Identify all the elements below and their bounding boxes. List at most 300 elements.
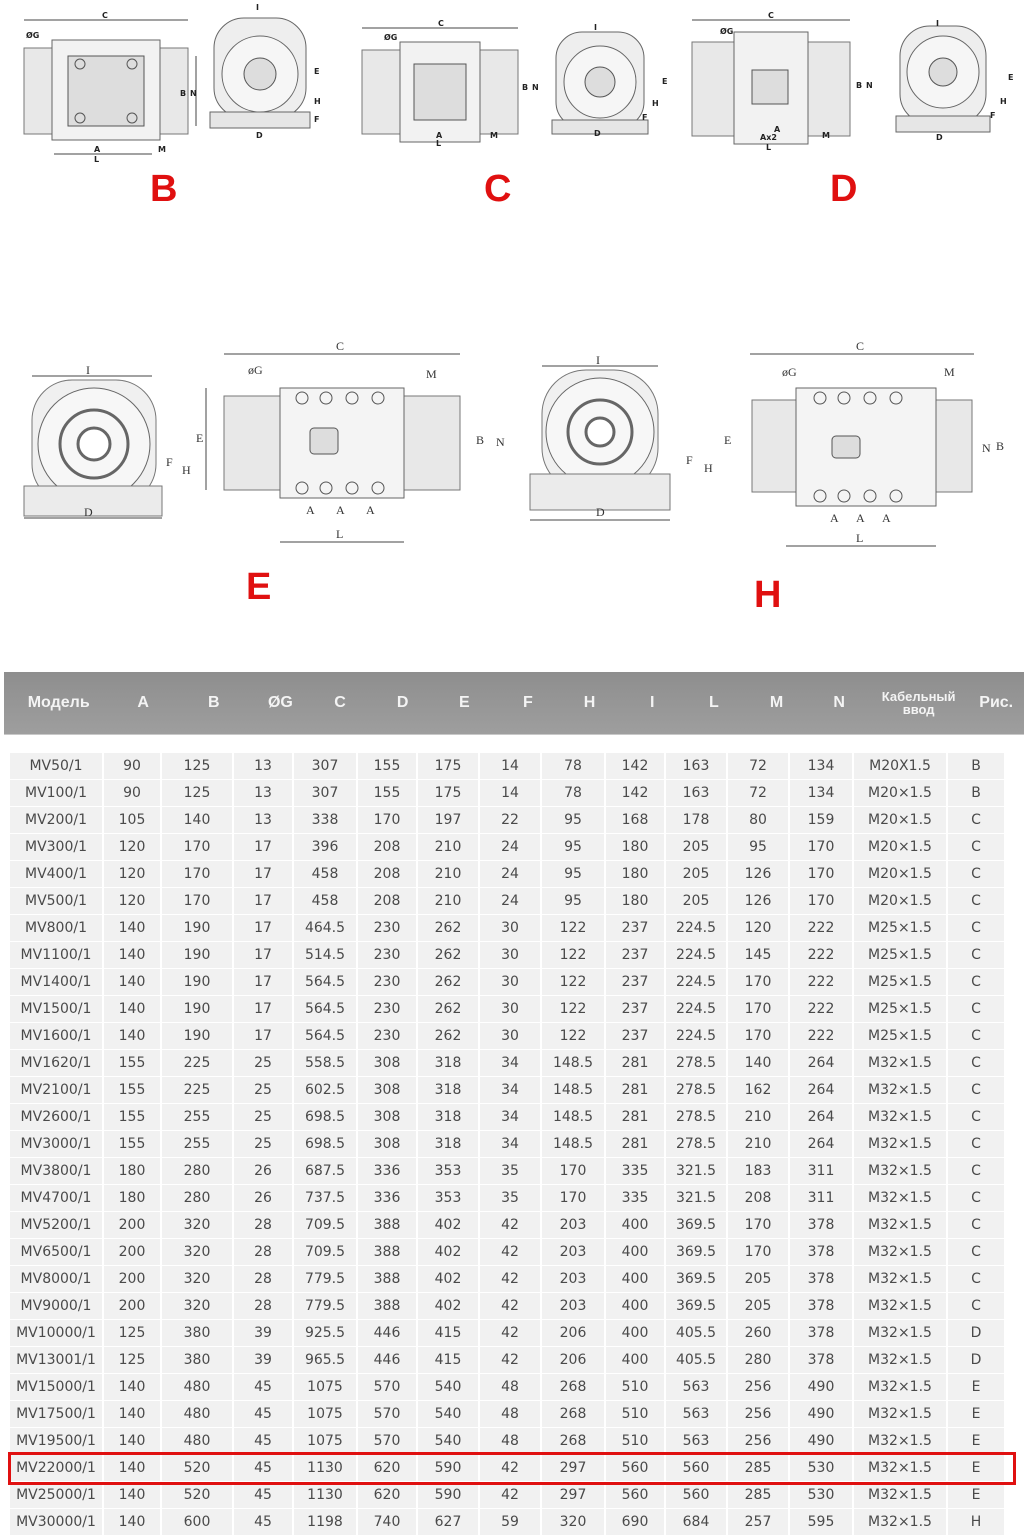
cell-g: 25: [234, 1104, 292, 1130]
cell-i: 281: [606, 1104, 664, 1130]
cell-m: 145: [728, 942, 788, 968]
cell-model: MV300/1: [10, 834, 102, 860]
cell-l: 321.5: [666, 1158, 726, 1184]
svg-text:N: N: [496, 435, 505, 449]
cell-fig: E: [948, 1482, 1004, 1508]
cell-model: MV4700/1: [10, 1185, 102, 1211]
cell-fig: C: [948, 1185, 1004, 1211]
cell-h: 148.5: [542, 1050, 604, 1076]
cell-c: 338: [294, 807, 356, 833]
cell-e: 175: [418, 780, 478, 806]
cell-cable: M32×1.5: [854, 1158, 946, 1184]
cell-h: 148.5: [542, 1104, 604, 1130]
cell-a: 120: [104, 861, 160, 887]
cell-c: 709.5: [294, 1212, 356, 1238]
cell-l: 369.5: [666, 1266, 726, 1292]
cell-n: 159: [790, 807, 852, 833]
table-row: [4, 996, 1024, 1023]
cell-b: 280: [162, 1158, 232, 1184]
cell-i: 400: [606, 1239, 664, 1265]
svg-text:Ax2: Ax2: [760, 133, 777, 142]
cell-n: 378: [790, 1239, 852, 1265]
cell-b: 520: [162, 1482, 232, 1508]
cell-g: 45: [234, 1509, 292, 1535]
cell-i: 560: [606, 1455, 664, 1481]
cell-b: 140: [162, 807, 232, 833]
header-e: E: [458, 694, 470, 711]
cell-cable: M32×1.5: [854, 1050, 946, 1076]
cell-b: 480: [162, 1374, 232, 1400]
header-a: A: [137, 694, 149, 711]
svg-text:A: A: [856, 511, 865, 525]
cell-g: 39: [234, 1347, 292, 1373]
cell-i: 237: [606, 1023, 664, 1049]
cell-fig: C: [948, 1212, 1004, 1238]
cell-l: 405.5: [666, 1347, 726, 1373]
cell-model: MV800/1: [10, 915, 102, 941]
table-row: [4, 969, 1024, 996]
svg-text:M: M: [490, 131, 498, 140]
cell-fig: C: [948, 1050, 1004, 1076]
svg-text:A: A: [774, 125, 781, 134]
cell-h: 206: [542, 1320, 604, 1346]
cell-i: 142: [606, 753, 664, 779]
cell-l: 224.5: [666, 942, 726, 968]
cell-b: 255: [162, 1131, 232, 1157]
header-model: Модель: [27, 694, 90, 711]
table-row: [4, 1347, 1024, 1374]
cell-h: 122: [542, 942, 604, 968]
cell-l: 369.5: [666, 1239, 726, 1265]
cell-model: MV1100/1: [10, 942, 102, 968]
svg-text:B: B: [856, 81, 863, 90]
svg-text:D: D: [596, 505, 605, 519]
cell-model: MV10000/1: [10, 1320, 102, 1346]
cell-d: 620: [358, 1455, 416, 1481]
cell-l: 278.5: [666, 1104, 726, 1130]
cell-h: 297: [542, 1455, 604, 1481]
cell-m: 80: [728, 807, 788, 833]
cell-f: 24: [480, 834, 540, 860]
figure-e-label: E: [246, 566, 272, 608]
svg-text:A: A: [336, 503, 345, 517]
svg-text:B: B: [522, 83, 529, 92]
cell-c: 458: [294, 861, 356, 887]
cell-m: 205: [728, 1293, 788, 1319]
svg-text:I: I: [936, 19, 939, 28]
cell-model: MV13001/1: [10, 1347, 102, 1373]
cell-e: 262: [418, 996, 478, 1022]
cell-d: 208: [358, 834, 416, 860]
cell-a: 140: [104, 915, 160, 941]
svg-text:I: I: [86, 363, 90, 377]
cell-i: 281: [606, 1131, 664, 1157]
cell-e: 402: [418, 1212, 478, 1238]
cell-b: 380: [162, 1347, 232, 1373]
svg-text:H: H: [314, 97, 321, 106]
table-row: [4, 1212, 1024, 1239]
svg-text:E: E: [196, 431, 204, 445]
cell-a: 90: [104, 753, 160, 779]
table-row: [4, 1374, 1024, 1401]
cell-model: MV8000/1: [10, 1266, 102, 1292]
table-row: [4, 888, 1024, 915]
cell-l: 684: [666, 1509, 726, 1535]
cell-g: 28: [234, 1212, 292, 1238]
svg-text:B: B: [476, 433, 485, 447]
cell-a: 140: [104, 969, 160, 995]
cell-f: 42: [480, 1320, 540, 1346]
cell-h: 268: [542, 1401, 604, 1427]
cell-i: 237: [606, 969, 664, 995]
svg-text:I: I: [256, 3, 259, 12]
table-row: [4, 1509, 1024, 1536]
cell-fig: B: [948, 780, 1004, 806]
cell-n: 490: [790, 1428, 852, 1454]
cell-g: 17: [234, 915, 292, 941]
cell-d: 388: [358, 1212, 416, 1238]
cell-m: 72: [728, 753, 788, 779]
cell-n: 378: [790, 1347, 852, 1373]
cell-a: 155: [104, 1131, 160, 1157]
cell-fig: C: [948, 1293, 1004, 1319]
figure-e-drawing: [20, 336, 520, 556]
cell-f: 42: [480, 1266, 540, 1292]
cell-cable: M32×1.5: [854, 1428, 946, 1454]
cell-m: 72: [728, 780, 788, 806]
figure-d-drawing: [690, 6, 1020, 156]
cell-f: 59: [480, 1509, 540, 1535]
cell-l: 405.5: [666, 1320, 726, 1346]
cell-g: 17: [234, 888, 292, 914]
cell-e: 353: [418, 1158, 478, 1184]
cell-f: 34: [480, 1131, 540, 1157]
svg-text:M: M: [158, 145, 166, 154]
cell-h: 206: [542, 1347, 604, 1373]
cell-d: 208: [358, 888, 416, 914]
cell-model: MV3800/1: [10, 1158, 102, 1184]
cell-e: 318: [418, 1050, 478, 1076]
cell-m: 285: [728, 1482, 788, 1508]
cell-cable: M25×1.5: [854, 1023, 946, 1049]
cell-f: 24: [480, 888, 540, 914]
cell-n: 378: [790, 1293, 852, 1319]
cell-g: 28: [234, 1266, 292, 1292]
cell-a: 155: [104, 1050, 160, 1076]
cell-g: 13: [234, 753, 292, 779]
cell-c: 1198: [294, 1509, 356, 1535]
table-row: [4, 1293, 1024, 1320]
cell-g: 17: [234, 996, 292, 1022]
cell-cable: M32×1.5: [854, 1482, 946, 1508]
cell-b: 190: [162, 996, 232, 1022]
cell-c: 307: [294, 780, 356, 806]
cell-f: 24: [480, 861, 540, 887]
cell-e: 402: [418, 1266, 478, 1292]
cell-cable: M25×1.5: [854, 942, 946, 968]
cell-b: 190: [162, 915, 232, 941]
cell-f: 42: [480, 1482, 540, 1508]
cell-cable: M20X1.5: [854, 753, 946, 779]
table-row: [4, 1266, 1024, 1293]
cell-a: 155: [104, 1104, 160, 1130]
cell-f: 34: [480, 1077, 540, 1103]
cell-c: 737.5: [294, 1185, 356, 1211]
svg-text:A: A: [830, 511, 839, 525]
cell-fig: C: [948, 807, 1004, 833]
cell-fig: C: [948, 915, 1004, 941]
cell-f: 48: [480, 1401, 540, 1427]
svg-text:D: D: [594, 129, 601, 138]
figure-d-label: D: [830, 168, 858, 210]
header-h: H: [583, 694, 596, 711]
cell-c: 1130: [294, 1482, 356, 1508]
cell-e: 415: [418, 1320, 478, 1346]
svg-text:E: E: [724, 433, 732, 447]
cell-i: 690: [606, 1509, 664, 1535]
cell-l: 560: [666, 1455, 726, 1481]
cell-e: 590: [418, 1482, 478, 1508]
cell-f: 35: [480, 1185, 540, 1211]
cell-model: MV1600/1: [10, 1023, 102, 1049]
cell-d: 740: [358, 1509, 416, 1535]
cell-l: 560: [666, 1482, 726, 1508]
cell-m: 170: [728, 996, 788, 1022]
cell-i: 281: [606, 1077, 664, 1103]
cell-e: 210: [418, 861, 478, 887]
cell-g: 17: [234, 861, 292, 887]
cell-fig: C: [948, 1023, 1004, 1049]
cell-c: 458: [294, 888, 356, 914]
svg-text:F: F: [166, 455, 173, 469]
cell-c: 1130: [294, 1455, 356, 1481]
cell-b: 380: [162, 1320, 232, 1346]
svg-text:D: D: [84, 505, 93, 519]
svg-text:M: M: [426, 367, 437, 381]
cell-d: 446: [358, 1347, 416, 1373]
cell-m: 162: [728, 1077, 788, 1103]
cell-fig: D: [948, 1320, 1004, 1346]
svg-text:A: A: [94, 145, 101, 154]
cell-e: 540: [418, 1428, 478, 1454]
svg-text:A: A: [366, 503, 375, 517]
svg-text:F: F: [314, 115, 320, 124]
cell-n: 264: [790, 1050, 852, 1076]
svg-text:C: C: [438, 19, 444, 28]
table-row: [4, 1320, 1024, 1347]
cell-c: 396: [294, 834, 356, 860]
cell-b: 190: [162, 1023, 232, 1049]
cell-f: 14: [480, 753, 540, 779]
cell-b: 170: [162, 834, 232, 860]
cell-n: 530: [790, 1455, 852, 1481]
cell-fig: C: [948, 1239, 1004, 1265]
svg-text:A: A: [882, 511, 891, 525]
cell-fig: D: [948, 1347, 1004, 1373]
svg-text:ØG: ØG: [384, 33, 398, 42]
cell-g: 17: [234, 834, 292, 860]
svg-text:L: L: [94, 155, 100, 164]
cell-h: 320: [542, 1509, 604, 1535]
cell-c: 779.5: [294, 1293, 356, 1319]
cell-l: 224.5: [666, 1023, 726, 1049]
cell-g: 17: [234, 942, 292, 968]
cell-n: 222: [790, 915, 852, 941]
svg-text:M: M: [822, 131, 830, 140]
cell-h: 170: [542, 1185, 604, 1211]
svg-text:C: C: [336, 339, 345, 353]
svg-text:A: A: [436, 131, 443, 140]
cell-c: 602.5: [294, 1077, 356, 1103]
cell-d: 446: [358, 1320, 416, 1346]
cell-m: 170: [728, 1239, 788, 1265]
cell-l: 369.5: [666, 1293, 726, 1319]
figure-b-label: B: [150, 168, 178, 210]
cell-e: 353: [418, 1185, 478, 1211]
cell-l: 205: [666, 861, 726, 887]
cell-h: 148.5: [542, 1077, 604, 1103]
cell-e: 318: [418, 1077, 478, 1103]
cell-m: 256: [728, 1401, 788, 1427]
cell-cable: M20×1.5: [854, 861, 946, 887]
cell-i: 180: [606, 834, 664, 860]
cell-g: 45: [234, 1455, 292, 1481]
cell-m: 183: [728, 1158, 788, 1184]
cell-fig: B: [948, 753, 1004, 779]
figure-b-drawing: [10, 0, 330, 164]
cell-model: MV1500/1: [10, 996, 102, 1022]
svg-text:F: F: [686, 453, 693, 467]
cell-l: 224.5: [666, 915, 726, 941]
cell-cable: M32×1.5: [854, 1509, 946, 1535]
cell-fig: C: [948, 1131, 1004, 1157]
cell-a: 200: [104, 1266, 160, 1292]
header-g: ØG: [267, 694, 293, 711]
cell-f: 30: [480, 915, 540, 941]
cell-b: 280: [162, 1185, 232, 1211]
highlighted-row-frame: [8, 1452, 1016, 1485]
svg-text:H: H: [704, 461, 713, 475]
cell-h: 170: [542, 1158, 604, 1184]
cell-b: 225: [162, 1050, 232, 1076]
cell-f: 42: [480, 1455, 540, 1481]
cell-c: 464.5: [294, 915, 356, 941]
cell-model: MV100/1: [10, 780, 102, 806]
cell-l: 563: [666, 1401, 726, 1427]
cell-cable: M20×1.5: [854, 807, 946, 833]
cell-d: 570: [358, 1401, 416, 1427]
cell-cable: M20×1.5: [854, 834, 946, 860]
cell-e: 540: [418, 1374, 478, 1400]
svg-text:F: F: [642, 113, 648, 122]
cell-fig: C: [948, 1077, 1004, 1103]
cell-a: 140: [104, 1023, 160, 1049]
cell-cable: M25×1.5: [854, 969, 946, 995]
cell-cable: M32×1.5: [854, 1347, 946, 1373]
cell-fig: H: [948, 1509, 1004, 1535]
cell-h: 203: [542, 1266, 604, 1292]
cell-g: 28: [234, 1293, 292, 1319]
cell-b: 320: [162, 1212, 232, 1238]
cell-a: 140: [104, 942, 160, 968]
svg-text:E: E: [1008, 73, 1014, 82]
cell-a: 125: [104, 1347, 160, 1373]
cell-fig: C: [948, 942, 1004, 968]
cell-cable: M32×1.5: [854, 1455, 946, 1481]
cell-b: 320: [162, 1266, 232, 1292]
cell-e: 415: [418, 1347, 478, 1373]
cell-c: 564.5: [294, 996, 356, 1022]
cell-n: 311: [790, 1185, 852, 1211]
svg-text:H: H: [182, 463, 191, 477]
cell-h: 268: [542, 1374, 604, 1400]
cell-d: 308: [358, 1104, 416, 1130]
cell-cable: M32×1.5: [854, 1401, 946, 1427]
svg-text:C: C: [768, 11, 774, 20]
cell-e: 262: [418, 915, 478, 941]
header-f: F: [523, 694, 533, 711]
cell-f: 35: [480, 1158, 540, 1184]
cell-c: 514.5: [294, 942, 356, 968]
cell-n: 170: [790, 861, 852, 887]
header-l: L: [708, 694, 719, 711]
cell-cable: M25×1.5: [854, 996, 946, 1022]
cell-n: 311: [790, 1158, 852, 1184]
cell-f: 30: [480, 1023, 540, 1049]
cell-l: 278.5: [666, 1077, 726, 1103]
cell-h: 203: [542, 1293, 604, 1319]
cell-i: 335: [606, 1158, 664, 1184]
cell-l: 369.5: [666, 1212, 726, 1238]
cell-g: 28: [234, 1239, 292, 1265]
cell-f: 42: [480, 1239, 540, 1265]
cell-a: 180: [104, 1185, 160, 1211]
cell-e: 210: [418, 888, 478, 914]
cell-d: 155: [358, 780, 416, 806]
table-row: [4, 861, 1024, 888]
cell-a: 140: [104, 1509, 160, 1535]
cell-d: 230: [358, 1023, 416, 1049]
cell-b: 190: [162, 969, 232, 995]
cell-m: 170: [728, 1212, 788, 1238]
header-cable: Кабельный ввод: [881, 689, 956, 717]
cell-c: 307: [294, 753, 356, 779]
table-row: [4, 915, 1024, 942]
b-label-c: C: [102, 11, 108, 20]
table-row: [4, 1239, 1024, 1266]
table-row: [4, 753, 1024, 780]
cell-i: 281: [606, 1050, 664, 1076]
cell-d: 388: [358, 1239, 416, 1265]
cell-model: MV200/1: [10, 807, 102, 833]
cell-b: 170: [162, 861, 232, 887]
cell-cable: M32×1.5: [854, 1320, 946, 1346]
cell-a: 90: [104, 780, 160, 806]
cell-l: 163: [666, 780, 726, 806]
cell-a: 140: [104, 1401, 160, 1427]
cell-a: 140: [104, 1455, 160, 1481]
cell-model: MV50/1: [10, 753, 102, 779]
cell-m: 170: [728, 1023, 788, 1049]
cell-g: 26: [234, 1158, 292, 1184]
cell-a: 120: [104, 888, 160, 914]
cell-cable: M32×1.5: [854, 1239, 946, 1265]
cell-n: 222: [790, 996, 852, 1022]
cell-e: 262: [418, 942, 478, 968]
cell-g: 26: [234, 1185, 292, 1211]
cell-m: 256: [728, 1374, 788, 1400]
cell-a: 105: [104, 807, 160, 833]
